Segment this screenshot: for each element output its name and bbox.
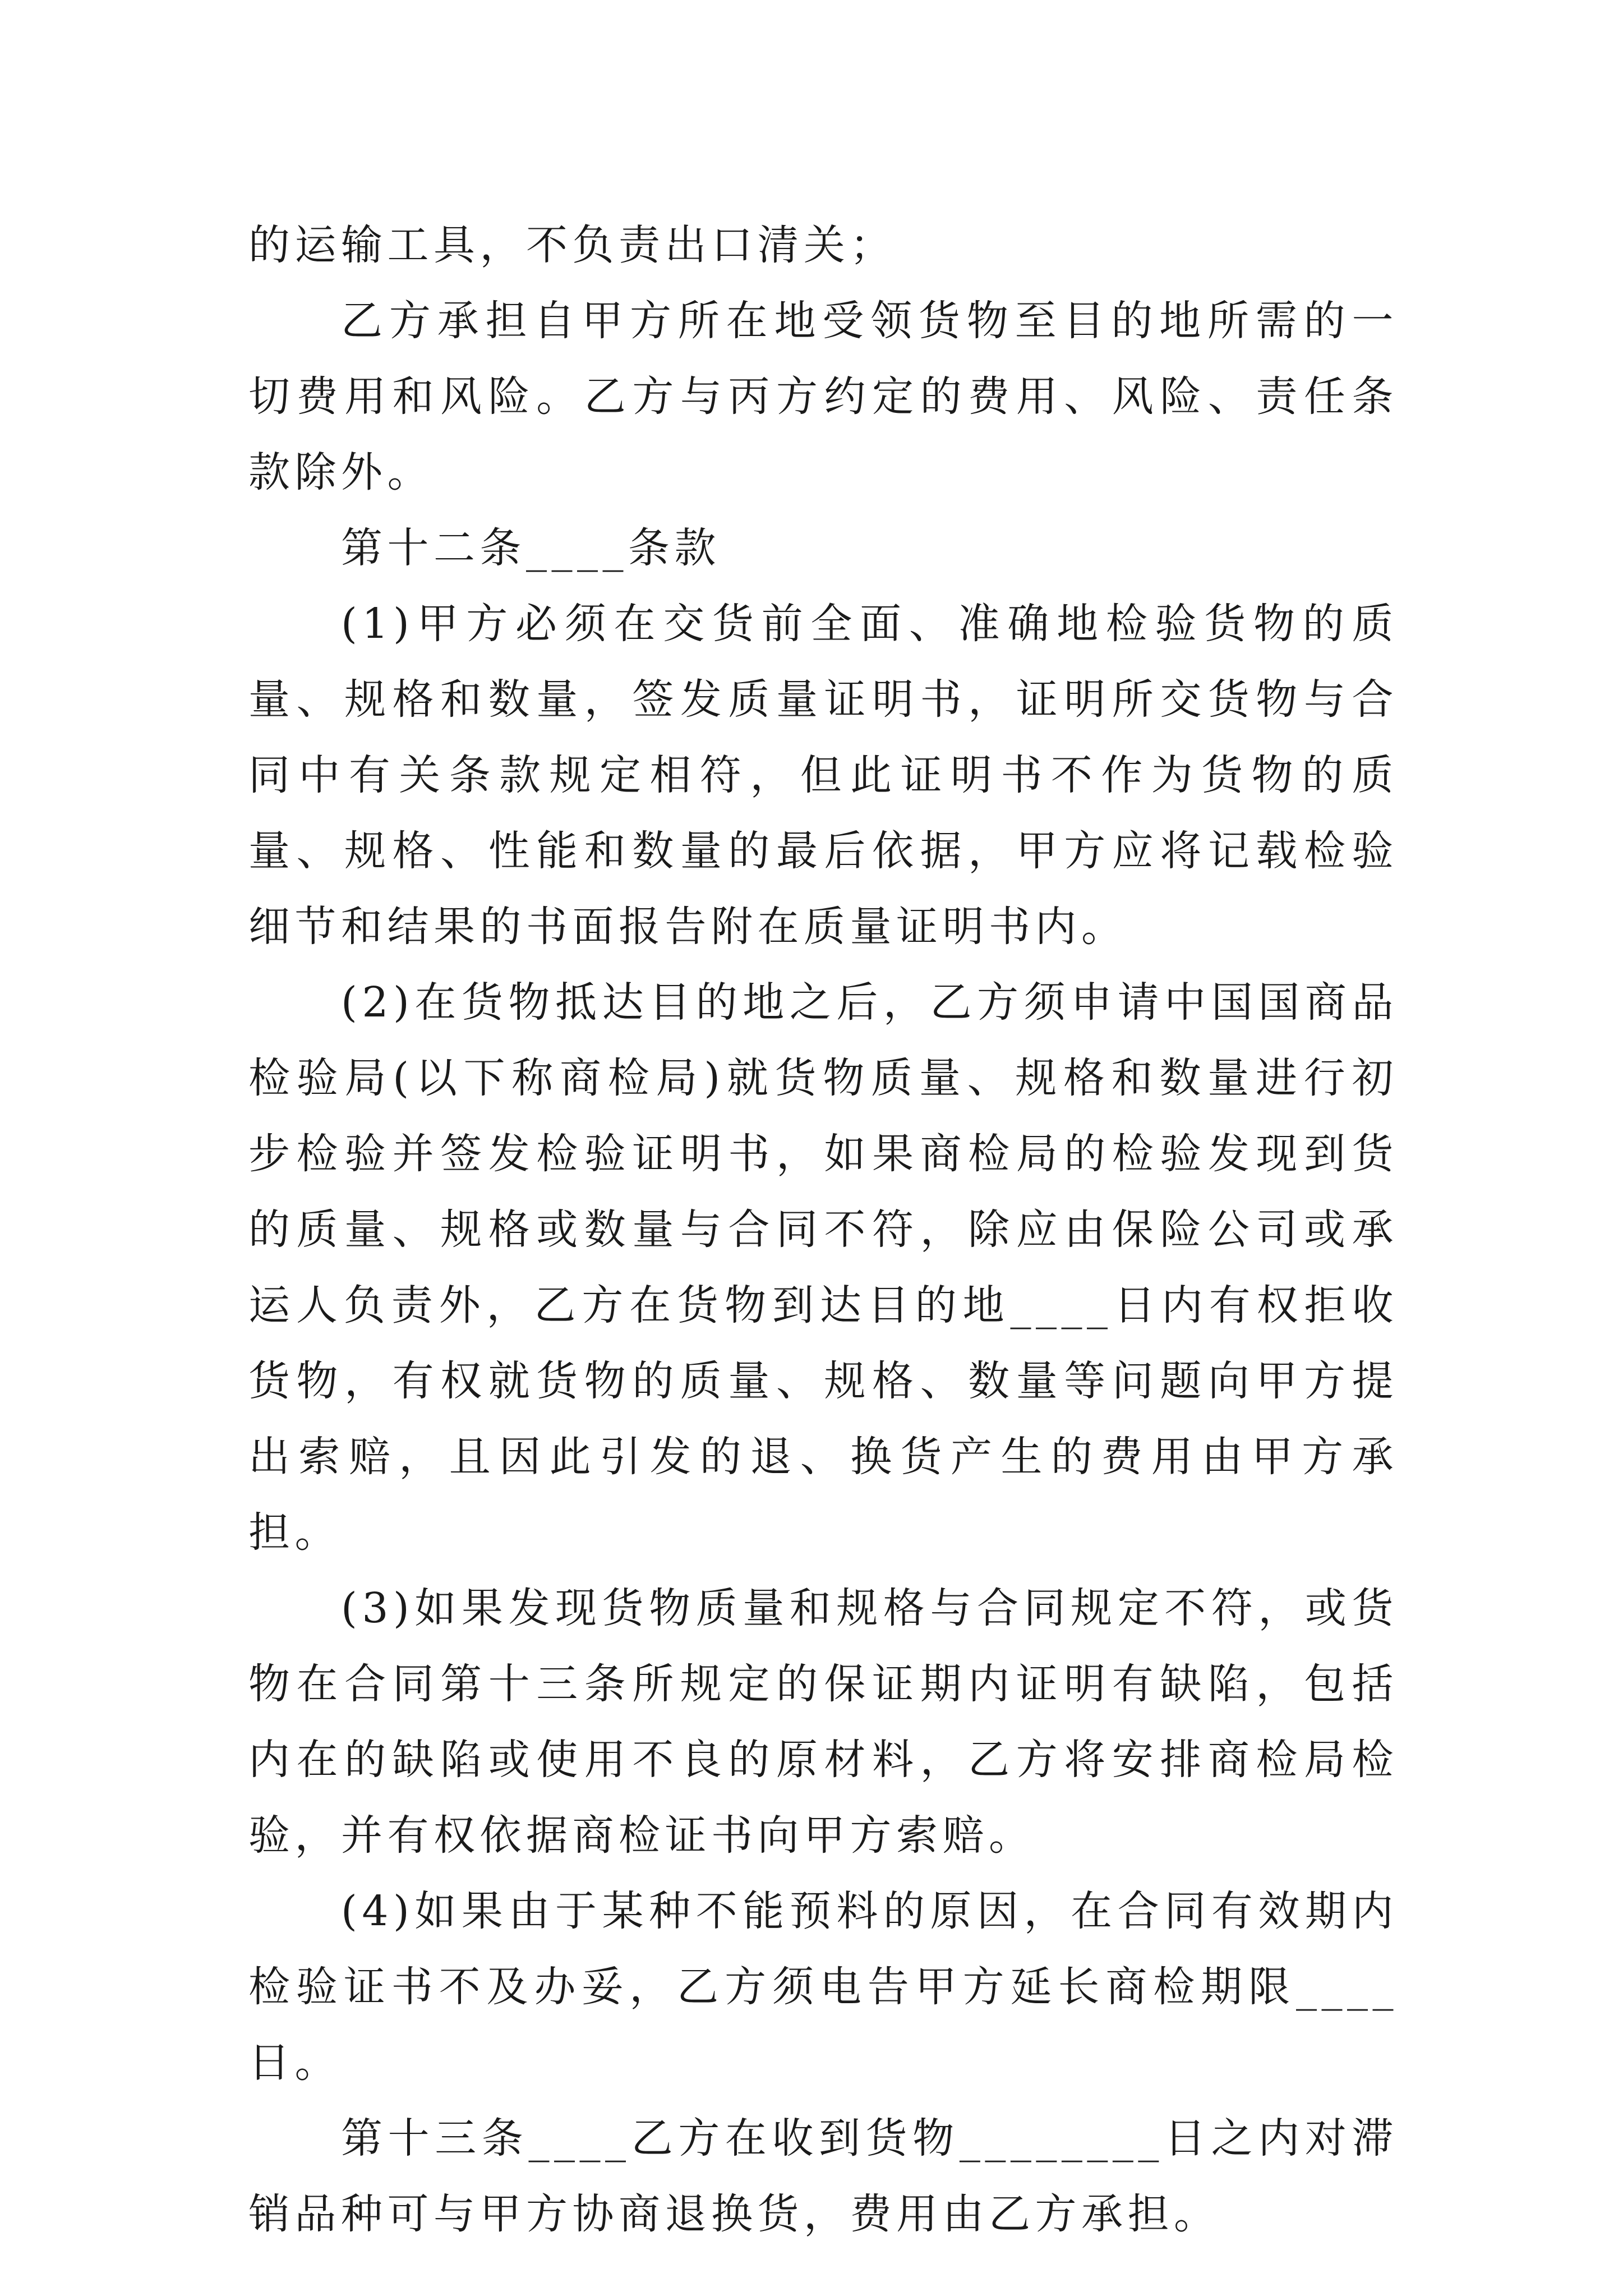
article-12-clause-2: (2)在货物抵达目的地之后，乙方须申请中国国商品检验局(以下称商检局)就货物质量、规格和数量进行初步检验并签发检验证明书，如果商检局的检验发现到货的质量、规格或数量与合同不符，除应由保险公司或承运人负责外，乙方在货物到达目的地____日内有权拒收货物，有权就货物的质量、规格、数量等问题向甲方提出索赔，且因此引发的退、换货产生的费用由甲方承担。 xyxy=(248,978,1398,1557)
article-12-clause-3: (3)如果发现货物质量和规格与合同规定不符，或货物在合同第十三条所规定的保证期内证明有缺陷，包括内在的缺陷或使用不良的原材料，乙方将安排商检局检验，并有权依据商检证书向甲方索赔。 xyxy=(248,1584,1398,1860)
paragraph-risk-bearing: 乙方承担自甲方所在地受领货物至目的地所需的一切费用和风险。乙方与丙方约定的费用、风险、责任条款除外。 xyxy=(248,297,1398,496)
article-12-clause-4: (4)如果由于某种不能预料的原因，在合同有效期内检验证书不及办妥，乙方须电告甲方延长商检期限____日。 xyxy=(248,1887,1398,2087)
paragraph-continuation: 的运输工具，不负责出口清关； xyxy=(248,221,896,269)
article-12-clause-1: (1)甲方必须在交货前全面、准确地检验货物的质量、规格和数量，签发质量证明书，证明所交货物与合同中有关条款规定相符，但此证明书不作为货物的质量、规格、性能和数量的最后依据，甲方应将记载检验细节和结果的书面报告附在质量证明书内。 xyxy=(248,600,1398,951)
article-12-heading: 第十二条____条款 xyxy=(341,524,721,572)
contract-body xyxy=(248,208,1398,2252)
article-13: 第十三条____乙方在收到货物________日之内对滞销品种可与甲方协商退换货，费用由乙方承担。 xyxy=(248,2114,1398,2238)
